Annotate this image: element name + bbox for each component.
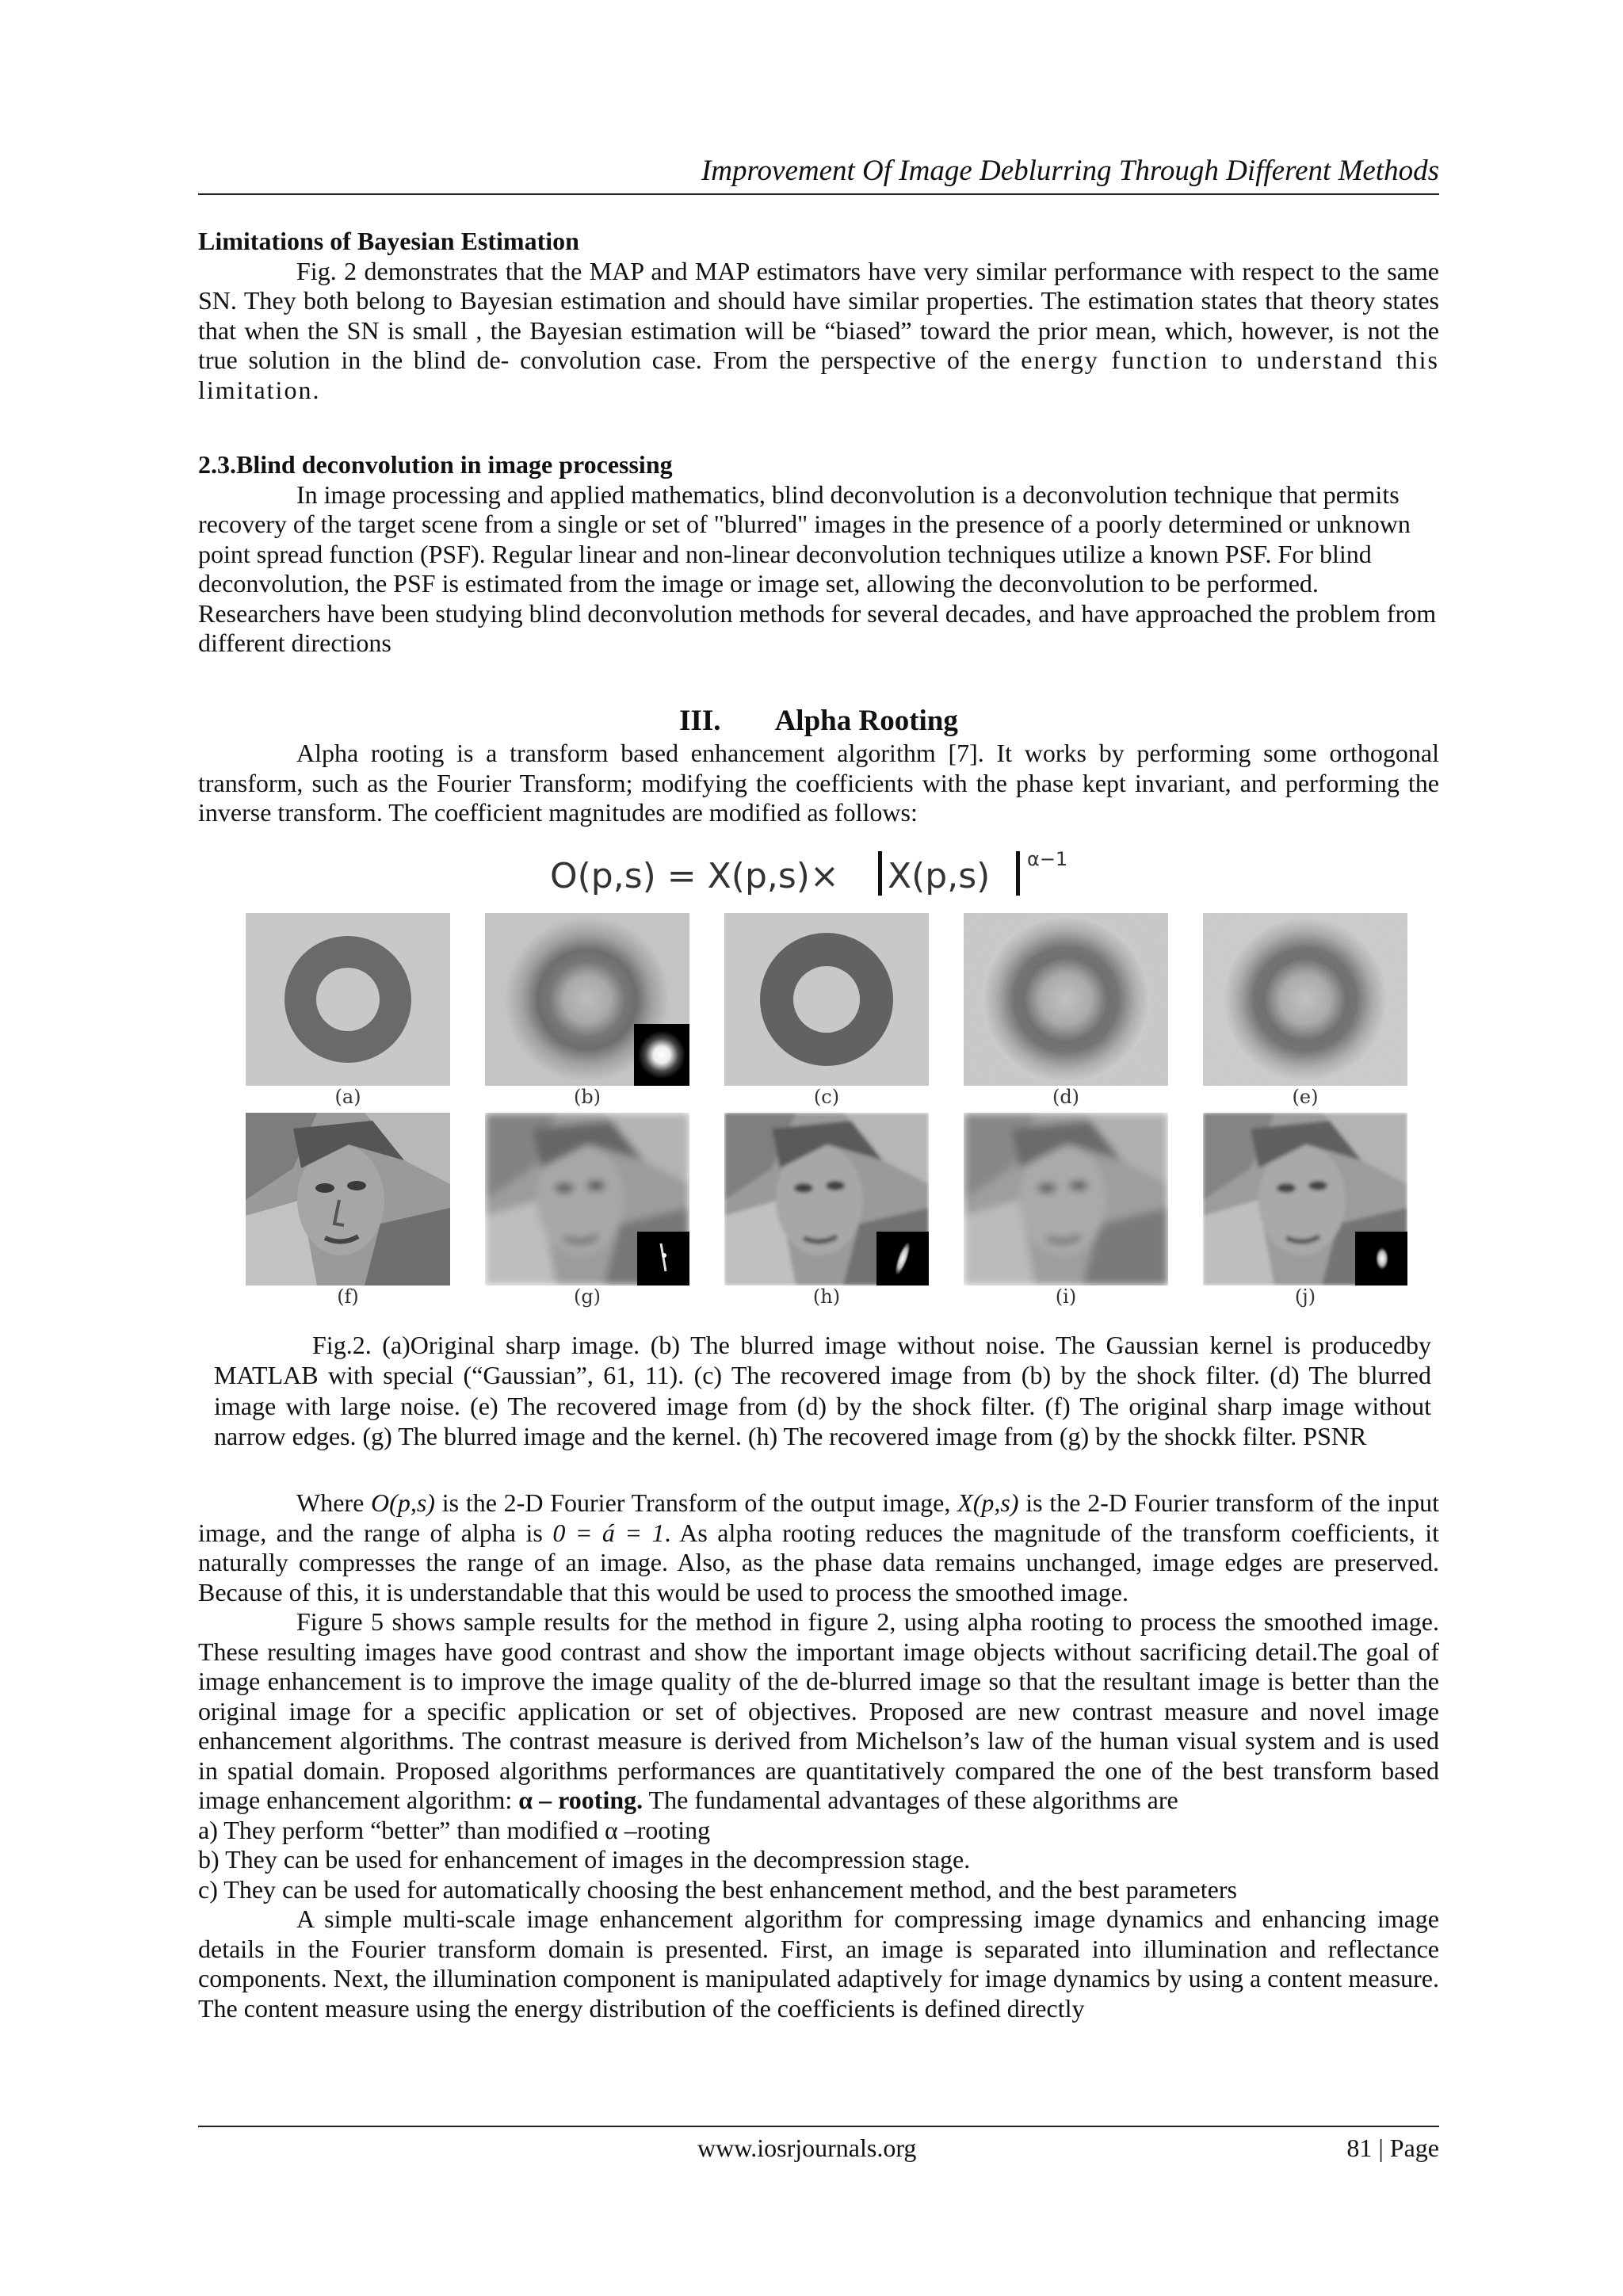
header-rule (198, 193, 1439, 195)
panel-e-recovered-noisy-ring (1203, 913, 1407, 1086)
figure5-paragraph (198, 1607, 1439, 1816)
section-title (198, 704, 1439, 739)
label-b: (b) (573, 1086, 601, 1108)
where-paragraph (198, 1488, 1439, 1607)
figure-caption (214, 1330, 1431, 1452)
label-e: (e) (1292, 1086, 1319, 1108)
panel-a-original-ring (246, 913, 450, 1086)
panel-j-recovered-portrait (1203, 1113, 1407, 1286)
label-h: (h) (812, 1286, 841, 1308)
advantage-a: a) They perform “better” than modified α –rooting (198, 1815, 711, 1844)
figure-row-portraits (246, 1113, 1419, 1327)
where-text-4: . As alpha rooting reduces the magnitude of the transform coefficients, it naturally compresses the range of an image. Also, as the phase data remains unchanged, image edges are preserved. Because of this, it is understandable that this would be used to process the smoothed image. (198, 1518, 1440, 1606)
panel-g-blurred-portrait (485, 1113, 689, 1286)
footer-rule (198, 2126, 1439, 2127)
label-a: (a) (334, 1086, 361, 1108)
blind-heading: 2.3.Blind deconvolution in image processing (198, 450, 673, 479)
label-g: (g) (573, 1286, 601, 1308)
formula-lhs: O(p,s) = X(p,s)× (550, 856, 839, 896)
section-number: III. (679, 705, 721, 737)
section-title-text: Alpha Rooting (774, 705, 958, 737)
running-head: Improvement Of Image Deblurring Through Different Methods (701, 155, 1439, 187)
panel-h-recovered-portrait (724, 1113, 929, 1286)
alpha-rooting-formula (547, 846, 1117, 899)
alpha-intro (198, 739, 1439, 828)
blind-body: In image processing and applied mathematics, blind deconvolution is a deconvolution technique that permits recovery of the target scene from a single or set of "blurred" images in the presence of a poorly determined or unknown point spread function (PSF). Regular linear and non-linear deconvolution techniques utilize a known PSF. For blind deconvolution, the PSF is estimated from the image or image set, allowing the deconvolution to be performed. Researchers have been studying blind deconvolution methods for several decades, and have approached the problem from different directions (198, 479, 1437, 657)
where-output-symbol: O(p,s) (371, 1488, 435, 1517)
label-i: (i) (1055, 1286, 1077, 1308)
figure-caption-text: Fig.2. (a)Original sharp image. (b) The blurred image without noise. The Gaussian kernel is producedby MATLAB with special (“Gaussian”, 61, 11). (c) The recovered image from (b) by the shock filter. (d) The blurred image with large noise. (e) The recovered image from (d) by the shock filter. (f) The original sharp image without narrow edges. (g) The blurred image and the kernel. (h) The recovered image from (g) by the shockk filter. PSNR (214, 1331, 1431, 1451)
footer-page-number: 81 | Page (1346, 2134, 1439, 2162)
where-text-2: is the 2-D Fourier Transform of the output image, (434, 1488, 958, 1517)
formula-abs: X(p,s) (888, 856, 991, 896)
alpha-range: 0 = á = 1 (552, 1518, 665, 1547)
limitations-body-end: energy function to understand this limitation. (198, 346, 1439, 404)
figure5-text-2: The fundamental advantages of these algorithms are (643, 1786, 1178, 1814)
advantage-b: b) They can be used for enhancement of images in the decompression stage. (198, 1845, 971, 1874)
blind-section (198, 450, 1439, 659)
limitations-heading: Limitations of Bayesian Estimation (198, 227, 579, 255)
limitations-body (198, 257, 1439, 406)
where-text-3: is the 2-D Fourier transform of the input image, and the range of alpha is (198, 1488, 1440, 1547)
alpha-rooting-bold: α – rooting. (518, 1786, 643, 1814)
figure-row-rings (246, 913, 1419, 1127)
where-input-symbol: X(p,s) (957, 1488, 1019, 1517)
figure5-text-1: Figure 5 shows sample results for the method in figure 2, using alpha rooting to process the smoothed image. These resulting images have good contrast and show the important image objects without sacrificing detail.The goal of image enhancement is to improve the image quality of the de-blurred image so that the resultant image is better than the original image for a specific application or set of objectives. Proposed are new contrast measure and novel image enhancement algorithms. The contrast measure is derived from Michelson’s law of the human visual system and is used in spatial domain. Proposed algorithms performances are quantitatively compared the one of the best transform based image enhancement algorithm: (198, 1607, 1439, 1814)
advantage-c: c) They can be used for automatically choosing the best enhancement method, and the best parameters (198, 1874, 1237, 1904)
where-text-1: Where (296, 1488, 372, 1517)
label-j: (j) (1294, 1286, 1316, 1308)
label-c: (c) (813, 1086, 840, 1108)
label-f: (f) (337, 1286, 359, 1308)
panel-i-blurred-portrait (964, 1113, 1168, 1286)
panel-b-blurred-ring (485, 913, 689, 1086)
panel-c-recovered-ring (724, 913, 929, 1086)
footer-website: www.iosrjournals.org (697, 2134, 917, 2162)
formula-exponent: α−1 (1027, 848, 1068, 870)
panel-f-original-portrait (246, 1113, 450, 1286)
limitations-body-text: Fig. 2 demonstrates that the MAP and MAP estimators have very similar performance with respect to the same SN. They both belong to Bayesian estimation and should have similar properties. The estimation states that theory states that when the SN is small , the Bayesian estimation will be “biased” toward the prior mean, which, however, is not the true solution in the blind de- convolution case. From the perspective of the (198, 256, 1439, 374)
multiscale-paragraph: A simple multi-scale image enhancement algorithm for compressing image dynamics and enhancing image details in the Fourier transform domain is presented. First, an image is separated into illumination and reflectance components. Next, the illumination component is manipulated adaptively for image dynamics by using a content measure. The content measure using the energy distribution of the coefficients is defined directly (198, 1904, 1439, 2023)
alpha-intro-text: Alpha rooting is a transform based enhancement algorithm [7]. It works by performing some orthogonal transform, such as the Fourier Transform; modifying the coefficients with the phase kept invariant, and performing the inverse transform. The coefficient magnitudes are modified as follows: (198, 739, 1439, 827)
alpha-discussion (198, 1488, 1439, 2023)
label-d: (d) (1052, 1086, 1080, 1108)
panel-d-noisy-ring (964, 913, 1168, 1086)
limitations-section (198, 227, 1439, 405)
